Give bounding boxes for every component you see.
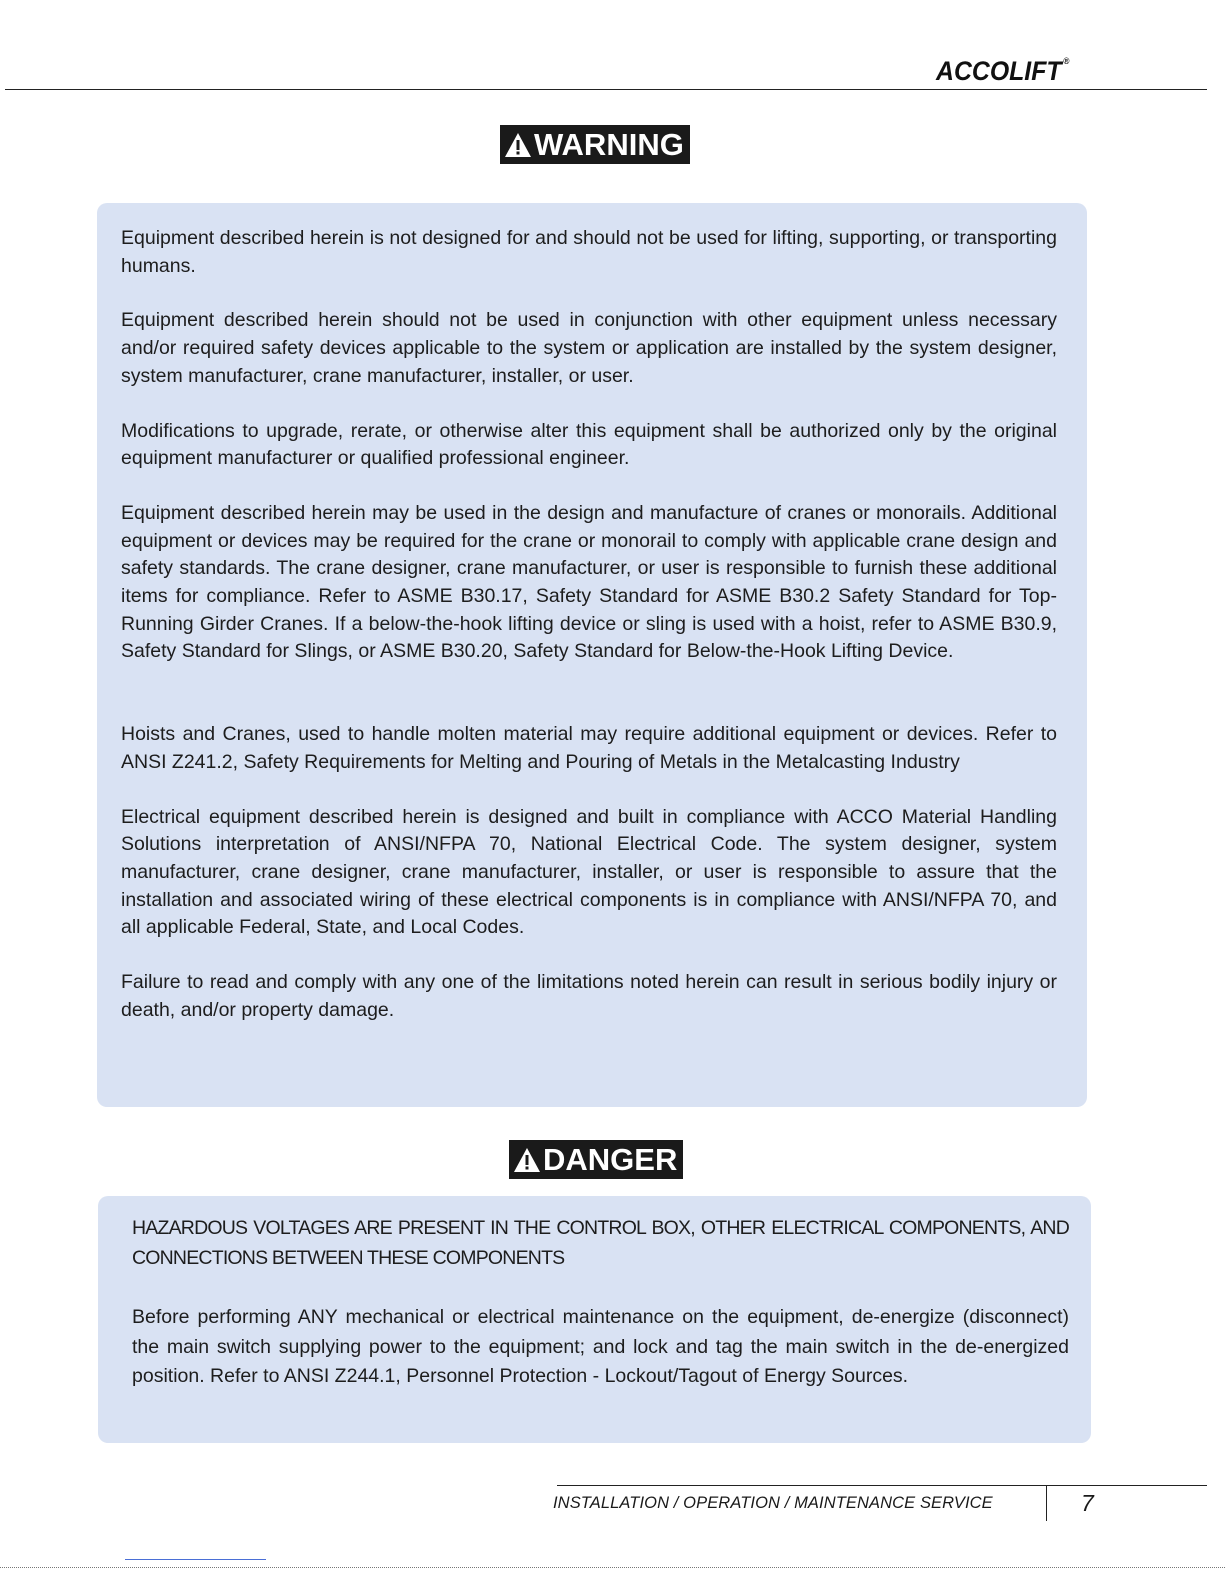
warning-triangle-icon: [513, 1146, 541, 1174]
underline-mark: [125, 1559, 266, 1560]
warning-panel: [97, 203, 1087, 1107]
warning-paragraph: Failure to read and comply with any one of the limitations noted herein can result in serious bodily injury or death, and/or property damage.: [121, 971, 1057, 1021]
footer-separator: [1046, 1486, 1047, 1521]
warning-paragraph: Equipment described herein is not designed for and should not be used for lifting, supporting, or transporting humans.: [121, 227, 1057, 277]
warning-paragraph: Equipment described herein should not be used in conjunction with other equipment unless necessary and/or required safety devices applicable to the system or application are installed by the system designer, system manufacturer, crane manufacturer, installer, or user.: [121, 309, 1057, 387]
header-rule: [5, 89, 1207, 90]
warning-triangle-icon: [504, 131, 532, 159]
footer-title: INSTALLATION / OPERATION / MAINTENANCE SERVICE: [553, 1494, 993, 1512]
warning-paragraph: Equipment described herein may be used in the design and manufacture of cranes or monorails. Additional equipment or devices may be required for the crane or monorail to comply with applicable crane design and safety standards. The crane designer, crane manufacturer, or user is responsible to furnish these additional items for compliance. Refer to ASME B30.17, Safety Standard for ASME B30.2 Safety Standard for Top-Running Girder Cranes. If a below-the-hook lifting device or sling is used with a hoist, refer to ASME B30.9, Safety Standard for Slings, or ASME B30.20, Safety Standard for Below-the-Hook Lifting Device.: [121, 501, 1057, 663]
warning-paragraph: Hoists and Cranes, used to handle molten material may require additional equipment or devices. Refer to ANSI Z241.2, Safety Requirements for Melting and Pouring of Metals in the Metalcasting Industry: [121, 723, 1057, 773]
brand-logo: ACCOLIFT ®: [936, 56, 1070, 86]
danger-label: DANGER: [509, 1140, 683, 1179]
danger-paragraph: HAZARDOUS VOLTAGES ARE PRESENT IN THE CONTROL BOX, OTHER ELECTRICAL COMPONENTS, AND CONNECTIONS BETWEEN THESE COMPONENTS: [132, 1217, 1069, 1269]
danger-paragraph: Before performing ANY mechanical or electrical maintenance on the equipment, de-energize (disconnect) the main switch supplying power to the equipment; and lock and tag the main switch in the de-energized position. Refer to ANSI Z244.1, Personnel Protection - Lockout/Tagout of Energy Sources.: [132, 1306, 1069, 1387]
warning-label: WARNING: [500, 125, 690, 164]
page-edge: [0, 1567, 1225, 1568]
danger-panel: [98, 1196, 1091, 1443]
warning-paragraph: Electrical equipment described herein is designed and built in compliance with ACCO Material Handling Solutions interpretation of ANSI/NFPA 70, National Electrical Code. The system designer, system manufacturer, crane designer, crane manufacturer, installer, or user is responsible to assure that the installation and associated wiring of these electrical components is in compliance with ANSI/NFPA 70, and all applicable Federal, State, and Local Codes.: [121, 805, 1057, 939]
footer-rule: [557, 1485, 1207, 1486]
page-number: 7: [1081, 1490, 1094, 1516]
warning-paragraph: Modifications to upgrade, rerate, or otherwise alter this equipment shall be authorized only by the original equipment manufacturer or qualified professional engineer.: [121, 419, 1057, 470]
